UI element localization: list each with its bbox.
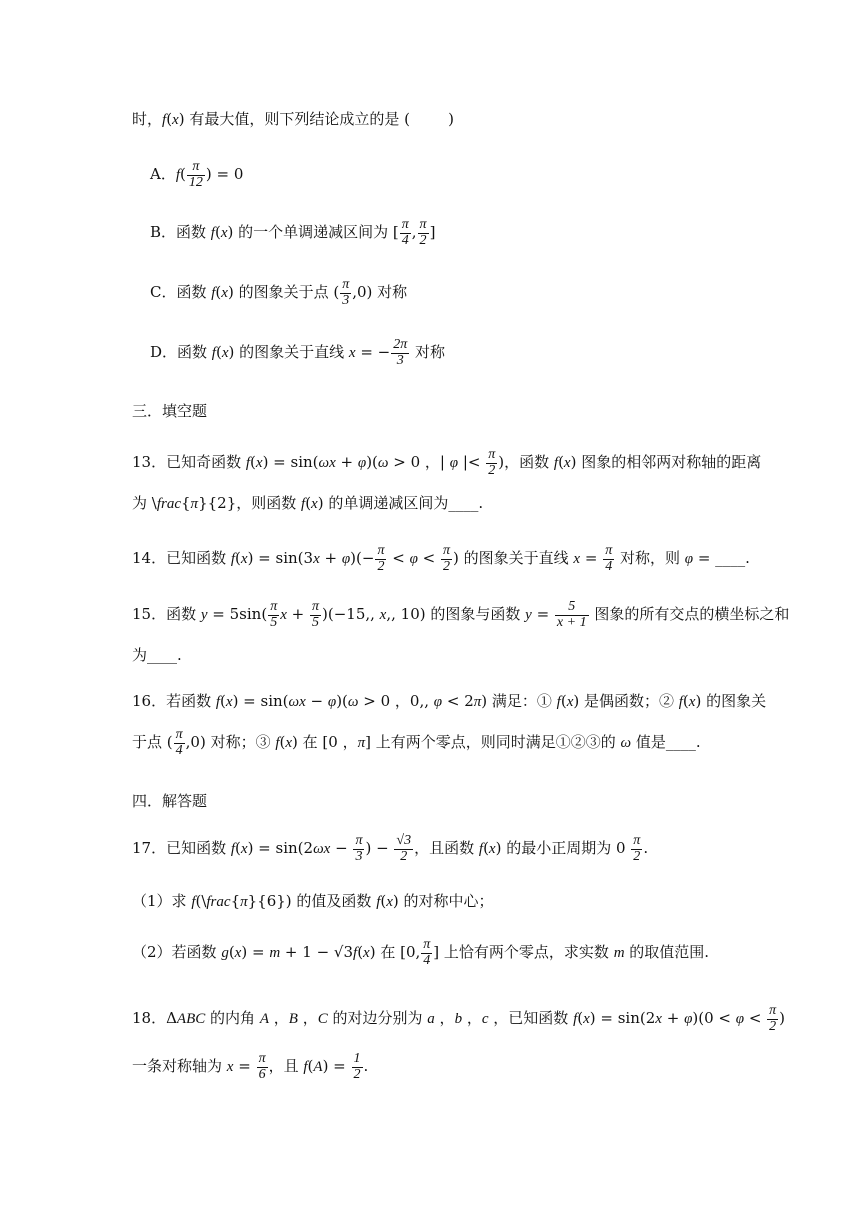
q12-option-a: A．f( $\frac{\pi}{12}$ ) = 0 <box>150 159 244 190</box>
q13-line2: 为 \frac{π}{2}，则函数 f(x) 的单调递减区间为____. <box>132 494 484 512</box>
q16-line2: 于点 ( $\frac{\pi}{4}$ ,0) 对称；③ f(x) 在 [0 ，π] 上有两个零点，则同时满足①②③的 ω 值是____. <box>132 727 701 758</box>
q17-stem: 17．已知函数 f(x) = sin(2ωx − $\frac{\pi}{3}$ ) − $\frac{√3}{2}$ ，且函数 f(x) 的最小正周期为 0 $\frac{\pi}{2}$ . <box>132 833 649 864</box>
q15-line2: 为____. <box>132 646 182 664</box>
q13-line1: 13．已知奇函数 f(x) = sin(ωx + φ)(ω > 0 ，| φ |< $\frac{\pi}{2}$ )，函数 f(x) 图象的相邻两对称轴的距离 <box>132 447 762 478</box>
q12-option-b: B．函数 f(x) 的一个单调递减区间为 [ $\frac{\pi}{4}$ , $\frac{\pi}{2}$ ] <box>150 217 436 248</box>
q12-option-d: D．函数 f(x) 的图象关于直线 x = − $\frac{2\pi}{3}$ 对称 <box>150 337 446 368</box>
q18-line1: 18．ΔABC 的内角 A ，B ，C 的对边分别为 a ，b ，c ，已知函数 f(x) = sin(2x + φ)(0 < φ < $\frac{\pi}{2}$ ) <box>132 1003 786 1034</box>
section-title-solutions: 四．解答题 <box>132 792 208 810</box>
q17-part1: （1）求 f(\frac{π}{6}) 的值及函数 f(x) 的对称中心； <box>132 892 494 910</box>
q17-part2: （2）若函数 g(x) = m + 1 − √3f(x) 在 [0, $\frac{\pi}{4}$ ] 上恰有两个零点，求实数 m 的取值范围. <box>132 937 710 968</box>
q12-option-c: C．函数 f(x) 的图象关于点 ( $\frac{\pi}{3}$ ,0) 对称 <box>150 277 408 308</box>
q15-line1: 15．函数 y = 5sin( $\frac{\pi}{5}$ x + $\frac{\pi}{5}$ )(−15,, x,, 10) 的图象与函数 y = $\frac{5}{x + 1}$ 图象的所有交点的横坐标之和 <box>132 599 790 630</box>
q14-line: 14．已知函数 f(x) = sin(3x + φ)(− $\frac{\pi}{2}$ < φ < $\frac{\pi}{2}$ ) 的图象关于直线 x = $\frac{\pi}{4}$ 对称，则 φ = ____. <box>132 543 750 574</box>
q12-stem-tail: 时，f(x) 有最大值，则下列结论成立的是 ( ) <box>132 110 454 128</box>
q18-line2: 一条对称轴为 x = $\frac{\pi}{6}$ ，且 f(A) = $\frac{1}{2}$ . <box>132 1051 369 1082</box>
section-title-fill-in: 三．填空题 <box>132 402 208 420</box>
q16-line1: 16．若函数 f(x) = sin(ωx − φ)(ω > 0 ，0,, φ < 2π) 满足：① f(x) 是偶函数；② f(x) 的图象关 <box>132 692 767 710</box>
